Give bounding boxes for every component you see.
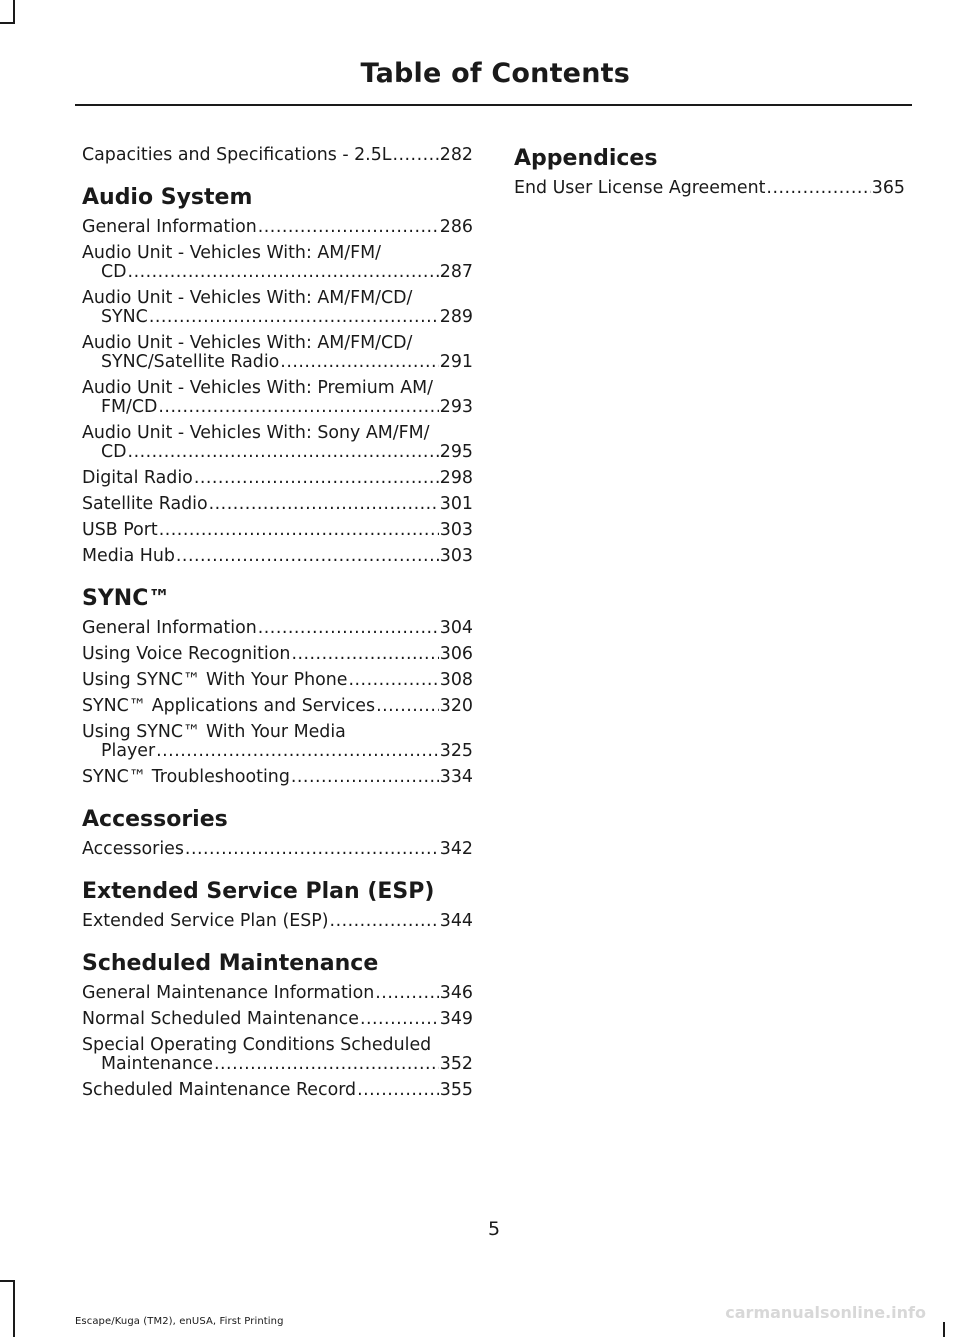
toc-entry-label: Audio Unit - Vehicles With: AM/FM/ <box>82 243 381 263</box>
toc-leader-dots <box>128 263 439 282</box>
toc-leader-dots <box>348 671 438 690</box>
toc-entry[interactable] <box>82 671 473 690</box>
toc-entry-label: Maintenance <box>101 1054 213 1074</box>
toc-entry-page: 286 <box>439 217 473 237</box>
toc-section <box>82 586 473 787</box>
toc-leader-dots <box>176 547 439 566</box>
toc-entry[interactable] <box>82 912 473 931</box>
toc-entry-label: Audio Unit - Vehicles With: AM/FM/CD/ <box>82 288 413 308</box>
toc-leader-dots <box>392 146 438 165</box>
toc-entry[interactable] <box>82 1036 473 1074</box>
toc-entry[interactable] <box>82 244 473 282</box>
toc-section <box>82 951 473 1100</box>
toc-leader-dots <box>258 619 439 638</box>
toc-section <box>514 146 905 198</box>
toc-entry-label: Using SYNC™ With Your Phone <box>82 670 348 690</box>
crop-mark-bottom-left-horizontal <box>0 1280 14 1282</box>
toc-entry-page: 303 <box>439 546 473 566</box>
toc-entry[interactable] <box>514 179 905 198</box>
toc-entry-page: 295 <box>439 442 473 462</box>
toc-entry-label: CD <box>101 262 127 282</box>
toc-entry-label: Extended Service Plan (ESP) <box>82 911 329 931</box>
toc-entry-page: 334 <box>439 767 473 787</box>
toc-column-right <box>514 146 905 205</box>
crop-mark-bottom-left-vertical <box>13 1280 15 1337</box>
toc-entry-label: SYNC™ Applications and Services <box>82 696 376 716</box>
toc-entry-page: 291 <box>439 352 473 372</box>
toc-entry[interactable] <box>82 521 473 540</box>
toc-leader-dots <box>258 218 439 237</box>
section-title: Accessories <box>82 807 228 832</box>
footer-text: Escape/Kuga (TM2), enUSA, First Printing <box>75 1316 284 1327</box>
toc-leader-dots <box>214 1055 439 1074</box>
toc-entry-label: USB Port <box>82 520 158 540</box>
toc-entry-page: 320 <box>439 696 473 716</box>
watermark: carmanualsonline.info <box>725 1303 926 1322</box>
toc-entry[interactable] <box>82 840 473 859</box>
toc-entry-label: Using SYNC™ With Your Media <box>82 722 346 742</box>
toc-entry-page: 342 <box>439 839 473 859</box>
toc-entry-label: General Information <box>82 618 257 638</box>
toc-leader-dots <box>376 697 439 716</box>
section-title: SYNC™ <box>82 586 171 611</box>
toc-entry-label: General Information <box>82 217 257 237</box>
toc-entry-page: 303 <box>439 520 473 540</box>
toc-entry-label: Capacities and Specifications - 2.5L <box>82 145 392 165</box>
section-title: Appendices <box>514 146 658 171</box>
toc-leader-dots <box>209 495 439 514</box>
toc-section <box>82 807 473 859</box>
toc-entry-page: 282 <box>439 145 473 165</box>
toc-entry[interactable] <box>82 146 473 165</box>
toc-entry[interactable] <box>82 768 473 787</box>
toc-leader-dots <box>128 443 439 462</box>
toc-entry[interactable] <box>82 469 473 488</box>
toc-entry-label: SYNC™ Troubleshooting <box>82 767 290 787</box>
toc-section <box>82 146 473 165</box>
toc-entry[interactable] <box>82 495 473 514</box>
toc-entry-label: SYNC <box>101 307 148 327</box>
toc-entry-page: 344 <box>439 911 473 931</box>
toc-entry[interactable] <box>82 289 473 327</box>
toc-entry-label: Audio Unit - Vehicles With: AM/FM/CD/ <box>82 333 413 353</box>
crop-mark-top-left-vertical <box>13 0 15 24</box>
toc-leader-dots <box>360 1010 439 1029</box>
crop-mark-top-left-horizontal <box>0 22 14 24</box>
page-number: 5 <box>487 1218 501 1240</box>
toc-entry-label: Audio Unit - Vehicles With: Premium AM/ <box>82 378 434 398</box>
toc-leader-dots <box>156 742 439 761</box>
toc-entry[interactable] <box>82 379 473 417</box>
toc-leader-dots <box>280 353 439 372</box>
toc-entry-label: Using Voice Recognition <box>82 644 291 664</box>
toc-entry-page: 346 <box>439 983 473 1003</box>
toc-entry-label: Normal Scheduled Maintenance <box>82 1009 359 1029</box>
toc-leader-dots <box>766 179 870 198</box>
toc-entry[interactable] <box>82 1081 473 1100</box>
toc-entry[interactable] <box>82 1010 473 1029</box>
toc-entry[interactable] <box>82 645 473 664</box>
toc-leader-dots <box>194 469 439 488</box>
toc-entry-label: Accessories <box>82 839 184 859</box>
toc-entry[interactable] <box>82 984 473 1003</box>
header-rule <box>75 104 912 106</box>
toc-section <box>82 185 473 566</box>
toc-entry-page: 308 <box>439 670 473 690</box>
toc-leader-dots <box>149 308 439 327</box>
toc-leader-dots <box>330 912 439 931</box>
toc-entry-label: FM/CD <box>101 397 158 417</box>
toc-entry-label: Scheduled Maintenance Record <box>82 1080 357 1100</box>
toc-entry[interactable] <box>82 697 473 716</box>
toc-entry-label: Media Hub <box>82 546 175 566</box>
toc-entry-label: CD <box>101 442 127 462</box>
toc-entry-page: 304 <box>439 618 473 638</box>
section-title: Scheduled Maintenance <box>82 951 379 976</box>
page-title: Table of Contents <box>360 58 630 89</box>
toc-leader-dots <box>375 984 439 1003</box>
toc-section <box>82 879 473 931</box>
toc-entry-label: Player <box>101 741 156 761</box>
toc-column-left <box>82 146 473 1107</box>
toc-entry-page: 287 <box>439 262 473 282</box>
toc-leader-dots <box>159 521 439 540</box>
toc-entry-label: SYNC/Satellite Radio <box>101 352 280 372</box>
toc-entry[interactable] <box>82 218 473 237</box>
section-title: Audio System <box>82 185 253 210</box>
toc-leader-dots <box>291 768 439 787</box>
toc-entry-page: 289 <box>439 307 473 327</box>
toc-entry-label: Audio Unit - Vehicles With: Sony AM/FM/ <box>82 423 430 443</box>
section-title: Extended Service Plan (ESP) <box>82 879 435 904</box>
toc-entry[interactable] <box>82 547 473 566</box>
toc-entry-page: 306 <box>439 644 473 664</box>
toc-entry[interactable] <box>82 723 473 761</box>
toc-leader-dots <box>357 1081 439 1100</box>
toc-leader-dots <box>158 398 438 417</box>
toc-entry-page: 352 <box>439 1054 473 1074</box>
toc-entry-page: 349 <box>439 1009 473 1029</box>
toc-entry-page: 355 <box>439 1080 473 1100</box>
toc-entry-label: Special Operating Conditions Scheduled <box>82 1035 432 1055</box>
toc-entry-page: 365 <box>871 178 905 198</box>
toc-entry[interactable] <box>82 424 473 462</box>
toc-entry-label: End User License Agreement <box>514 178 766 198</box>
toc-leader-dots <box>185 840 439 859</box>
toc-entry-label: Digital Radio <box>82 468 193 488</box>
toc-entry-page: 325 <box>439 741 473 761</box>
toc-entry-label: General Maintenance Information <box>82 983 375 1003</box>
toc-entry-page: 293 <box>439 397 473 417</box>
toc-entry-page: 298 <box>439 468 473 488</box>
crop-mark-bottom-right-vertical <box>943 1322 945 1337</box>
toc-entry[interactable] <box>82 334 473 372</box>
toc-leader-dots <box>291 645 438 664</box>
toc-entry-label: Satellite Radio <box>82 494 208 514</box>
toc-entry-page: 301 <box>439 494 473 514</box>
toc-entry[interactable] <box>82 619 473 638</box>
